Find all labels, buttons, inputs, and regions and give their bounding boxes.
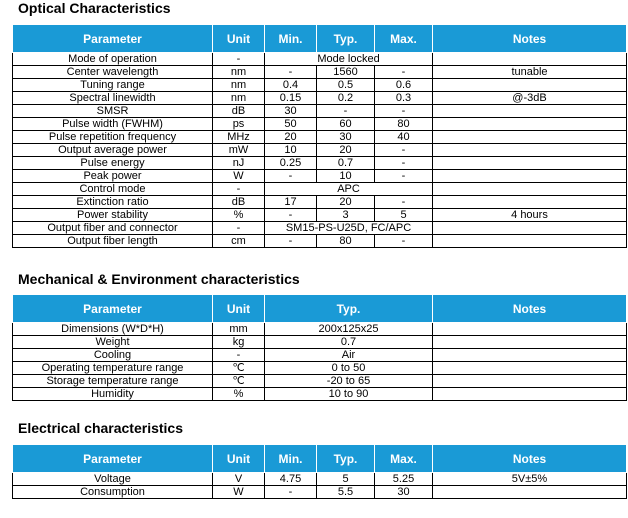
unit-cell: kg <box>213 336 265 349</box>
max-cell: - <box>375 170 433 183</box>
mechanical-title: Mechanical & Environment characteristics <box>18 271 300 287</box>
table-row <box>13 473 627 486</box>
max-cell: - <box>375 144 433 157</box>
table-row <box>13 144 627 157</box>
unit-cell: ℃ <box>213 362 265 375</box>
header-typ: Typ. <box>317 445 375 473</box>
max-cell: 30 <box>375 486 433 499</box>
table-row <box>13 209 627 222</box>
min-cell: - <box>265 170 317 183</box>
typ-cell: - <box>317 105 375 118</box>
max-cell: - <box>375 105 433 118</box>
parameter-cell: Voltage <box>13 473 213 486</box>
typ-cell: 0.7 <box>265 336 433 349</box>
typ-cell: 5.5 <box>317 486 375 499</box>
unit-cell: - <box>213 183 265 196</box>
header-max: Max. <box>375 25 433 53</box>
electrical-title: Electrical characteristics <box>18 420 183 436</box>
header-unit: Unit <box>213 295 265 323</box>
table-row <box>13 375 627 388</box>
parameter-cell: Mode of operation <box>13 53 213 66</box>
parameter-cell: Power stability <box>13 209 213 222</box>
notes-cell <box>433 131 627 144</box>
parameter-cell: Tuning range <box>13 79 213 92</box>
unit-cell: dB <box>213 196 265 209</box>
min-cell: 20 <box>265 131 317 144</box>
max-cell: - <box>375 196 433 209</box>
unit-cell: - <box>213 349 265 362</box>
mechanical-header-row <box>13 295 627 323</box>
value-cell: SM15-PS-U25D, FC/APC <box>265 222 433 235</box>
electrical-header-row <box>13 445 627 473</box>
notes-cell: @-3dB <box>433 92 627 105</box>
unit-cell: % <box>213 209 265 222</box>
min-cell: - <box>265 486 317 499</box>
typ-cell: 20 <box>317 144 375 157</box>
max-cell: 5.25 <box>375 473 433 486</box>
parameter-cell: Humidity <box>13 388 213 401</box>
min-cell: 0.25 <box>265 157 317 170</box>
table-row <box>13 196 627 209</box>
parameter-cell: Output fiber and connector <box>13 222 213 235</box>
notes-cell <box>433 222 627 235</box>
notes-cell <box>433 323 627 336</box>
typ-cell: Air <box>265 349 433 362</box>
max-cell: 40 <box>375 131 433 144</box>
notes-cell <box>433 183 627 196</box>
typ-cell: 10 to 90 <box>265 388 433 401</box>
notes-cell: tunable <box>433 66 627 79</box>
unit-cell: V <box>213 473 265 486</box>
parameter-cell: Output average power <box>13 144 213 157</box>
unit-cell: dB <box>213 105 265 118</box>
notes-cell <box>433 336 627 349</box>
table-row <box>13 157 627 170</box>
min-cell: 4.75 <box>265 473 317 486</box>
min-cell: 10 <box>265 144 317 157</box>
parameter-cell: Consumption <box>13 486 213 499</box>
notes-cell <box>433 196 627 209</box>
min-cell: - <box>265 209 317 222</box>
typ-cell: 1560 <box>317 66 375 79</box>
parameter-cell: Center wavelength <box>13 66 213 79</box>
unit-cell: W <box>213 486 265 499</box>
header-parameter: Parameter <box>13 25 213 53</box>
min-cell: 0.4 <box>265 79 317 92</box>
value-cell: APC <box>265 183 433 196</box>
unit-cell: nJ <box>213 157 265 170</box>
unit-cell: - <box>213 222 265 235</box>
mechanical-table <box>12 294 627 401</box>
max-cell: 0.6 <box>375 79 433 92</box>
electrical-table <box>12 444 627 499</box>
unit-cell: - <box>213 53 265 66</box>
parameter-cell: Spectral linewidth <box>13 92 213 105</box>
unit-cell: nm <box>213 79 265 92</box>
max-cell: 5 <box>375 209 433 222</box>
table-row <box>13 222 627 235</box>
max-cell: 80 <box>375 118 433 131</box>
unit-cell: ℃ <box>213 375 265 388</box>
max-cell: - <box>375 235 433 248</box>
parameter-cell: Pulse energy <box>13 157 213 170</box>
header-max: Max. <box>375 445 433 473</box>
max-cell: - <box>375 157 433 170</box>
typ-cell: 20 <box>317 196 375 209</box>
table-row <box>13 105 627 118</box>
table-row <box>13 388 627 401</box>
unit-cell: % <box>213 388 265 401</box>
notes-cell <box>433 235 627 248</box>
unit-cell: cm <box>213 235 265 248</box>
typ-cell: 0.5 <box>317 79 375 92</box>
unit-cell: nm <box>213 92 265 105</box>
notes-cell <box>433 388 627 401</box>
parameter-cell: Cooling <box>13 349 213 362</box>
table-row <box>13 323 627 336</box>
typ-cell: 10 <box>317 170 375 183</box>
table-row <box>13 66 627 79</box>
optical-header-row <box>13 25 627 53</box>
unit-cell: MHz <box>213 131 265 144</box>
table-row <box>13 131 627 144</box>
typ-cell: 0 to 50 <box>265 362 433 375</box>
typ-cell: 0.7 <box>317 157 375 170</box>
header-notes: Notes <box>433 295 627 323</box>
notes-cell <box>433 349 627 362</box>
table-row <box>13 486 627 499</box>
table-row <box>13 170 627 183</box>
typ-cell: 30 <box>317 131 375 144</box>
unit-cell: mW <box>213 144 265 157</box>
unit-cell: ps <box>213 118 265 131</box>
header-notes: Notes <box>433 25 627 53</box>
parameter-cell: Output fiber length <box>13 235 213 248</box>
parameter-cell: Pulse repetition frequency <box>13 131 213 144</box>
parameter-cell: Weight <box>13 336 213 349</box>
header-typ: Typ. <box>265 295 433 323</box>
header-parameter: Parameter <box>13 295 213 323</box>
min-cell: - <box>265 235 317 248</box>
notes-cell: 4 hours <box>433 209 627 222</box>
typ-cell: 3 <box>317 209 375 222</box>
typ-cell: 80 <box>317 235 375 248</box>
header-typ: Typ. <box>317 25 375 53</box>
notes-cell <box>433 79 627 92</box>
header-unit: Unit <box>213 445 265 473</box>
notes-cell <box>433 375 627 388</box>
typ-cell: 60 <box>317 118 375 131</box>
parameter-cell: Operating temperature range <box>13 362 213 375</box>
optical-title: Optical Characteristics <box>18 0 171 16</box>
parameter-cell: SMSR <box>13 105 213 118</box>
typ-cell: 200x125x25 <box>265 323 433 336</box>
parameter-cell: Extinction ratio <box>13 196 213 209</box>
min-cell: - <box>265 66 317 79</box>
optical-table <box>12 24 627 248</box>
parameter-cell: Dimensions (W*D*H) <box>13 323 213 336</box>
notes-cell <box>433 118 627 131</box>
table-row <box>13 183 627 196</box>
table-row <box>13 79 627 92</box>
notes-cell <box>433 53 627 66</box>
typ-cell: 5 <box>317 473 375 486</box>
notes-cell <box>433 170 627 183</box>
min-cell: 50 <box>265 118 317 131</box>
min-cell: 30 <box>265 105 317 118</box>
table-row <box>13 53 627 66</box>
max-cell: - <box>375 66 433 79</box>
table-row <box>13 235 627 248</box>
parameter-cell: Pulse width (FWHM) <box>13 118 213 131</box>
header-notes: Notes <box>433 445 627 473</box>
value-cell: Mode locked <box>265 53 433 66</box>
header-min: Min. <box>265 445 317 473</box>
typ-cell: -20 to 65 <box>265 375 433 388</box>
table-row <box>13 362 627 375</box>
parameter-cell: Storage temperature range <box>13 375 213 388</box>
unit-cell: mm <box>213 323 265 336</box>
min-cell: 0.15 <box>265 92 317 105</box>
table-row <box>13 92 627 105</box>
header-unit: Unit <box>213 25 265 53</box>
parameter-cell: Peak power <box>13 170 213 183</box>
unit-cell: nm <box>213 66 265 79</box>
table-row <box>13 336 627 349</box>
notes-cell <box>433 157 627 170</box>
min-cell: 17 <box>265 196 317 209</box>
typ-cell: 0.2 <box>317 92 375 105</box>
unit-cell: W <box>213 170 265 183</box>
table-row <box>13 349 627 362</box>
notes-cell <box>433 144 627 157</box>
parameter-cell: Control mode <box>13 183 213 196</box>
header-min: Min. <box>265 25 317 53</box>
notes-cell <box>433 362 627 375</box>
notes-cell <box>433 486 627 499</box>
max-cell: 0.3 <box>375 92 433 105</box>
notes-cell <box>433 105 627 118</box>
table-row <box>13 118 627 131</box>
notes-cell: 5V±5% <box>433 473 627 486</box>
header-parameter: Parameter <box>13 445 213 473</box>
